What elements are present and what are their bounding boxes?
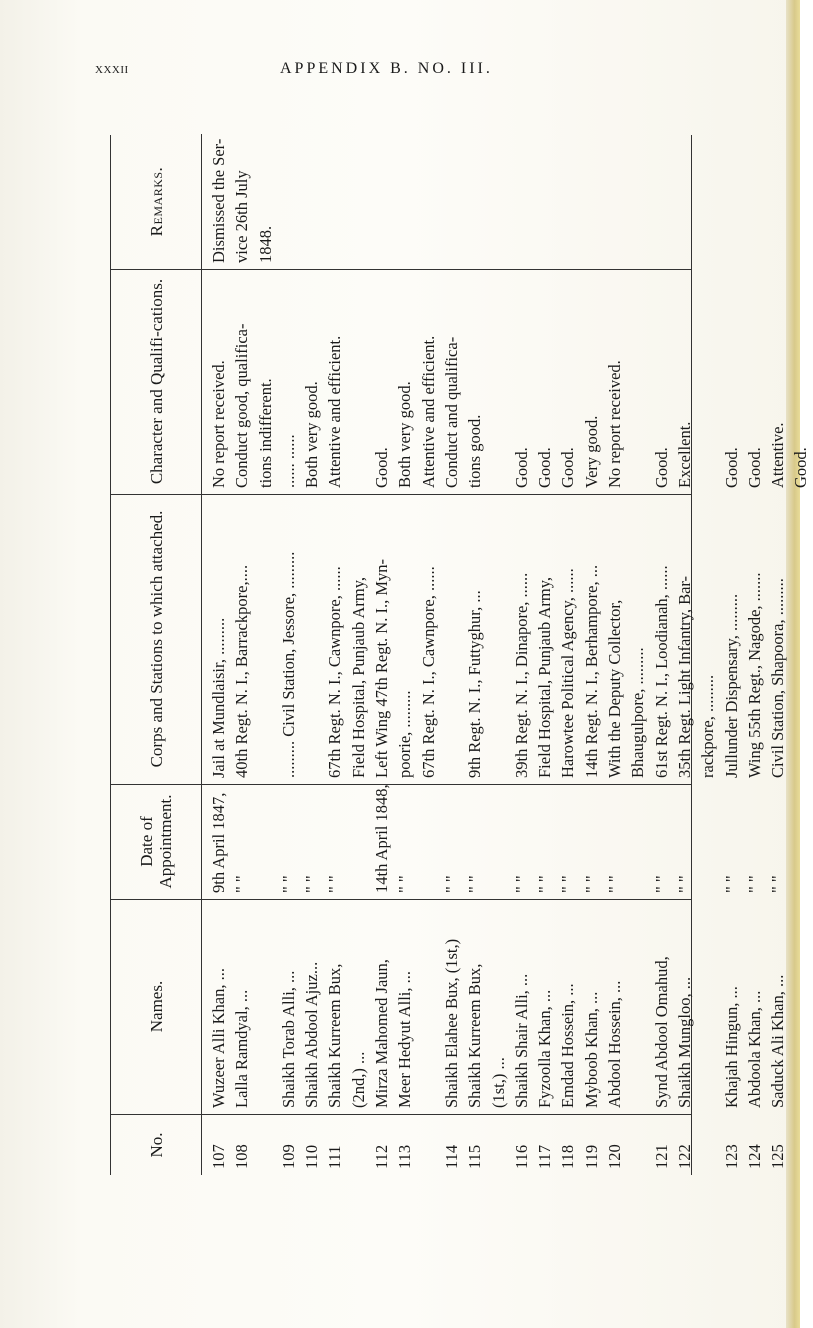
row-date: " ": [325, 875, 345, 893]
row-remarks: [696, 138, 719, 263]
row-corps: Jail at Mundlaisir, .........: [209, 617, 228, 778]
row-name: Mirza Mahomed Jaun,: [372, 959, 392, 1108]
row-character: Both very good.: [302, 381, 322, 488]
row-remarks: [323, 138, 346, 263]
row-number: 113: [395, 1144, 415, 1169]
row-name: [696, 903, 719, 1108]
row-name: Shaikh Shair Alli, ...: [511, 973, 531, 1108]
row-date: " ": [465, 875, 485, 893]
row-date: " ": [721, 875, 741, 893]
row-corps: Field Hospital, Punjaub Army,: [535, 576, 555, 778]
row-name: Shaikh Abdool Ajuz...: [302, 961, 322, 1108]
row-remarks: [463, 138, 486, 263]
row-number: 121: [651, 1144, 671, 1169]
row-corps: Civil Station, Shapoora, .........: [768, 578, 788, 778]
row-date: " ": [651, 875, 671, 893]
row-number: [626, 1119, 649, 1169]
row-name: Meer Hedyut Alli, ...: [395, 970, 415, 1108]
column-body-names: [207, 903, 813, 1108]
row-name: Emdad Hossein, ...: [558, 983, 578, 1108]
row-character: Conduct and qualifica-: [441, 336, 461, 488]
row-corps: poorie, .........: [395, 690, 415, 778]
row-date: " ": [278, 875, 298, 893]
row-character: Attentive and efficient.: [325, 335, 345, 488]
row-remarks: [277, 138, 300, 263]
row-character: Good.: [721, 447, 741, 488]
row-date: [789, 788, 812, 893]
row-character: [626, 273, 649, 488]
row-number: 122: [674, 1144, 694, 1169]
appendix-title: APPENDIX B. NO. III.: [280, 60, 493, 77]
row-number: 123: [721, 1144, 741, 1169]
row-number: 107: [209, 1144, 228, 1169]
row-remarks: [487, 138, 510, 263]
row-number: 120: [605, 1144, 625, 1169]
row-remarks: [720, 138, 743, 263]
row-remarks: [650, 138, 673, 263]
row-character: No report received.: [209, 360, 228, 488]
row-date: [626, 788, 649, 893]
row-corps: Jullunder Dispensary, .........: [721, 593, 741, 778]
row-name: [789, 903, 812, 1108]
row-corps: Harowtee Political Agency, ......: [558, 568, 578, 778]
row-character: Very good.: [581, 415, 601, 488]
column-names: [111, 899, 788, 1115]
row-corps: 67th Regt. N. I., Cawnpore, ......: [418, 566, 438, 778]
row-remarks: [556, 138, 579, 263]
row-character: Good.: [558, 447, 578, 488]
row-number: [789, 1119, 812, 1169]
row-corps: rackpore, .........: [698, 674, 718, 778]
row-character: [696, 273, 719, 488]
row-date: " ": [302, 875, 322, 893]
row-remarks: [393, 138, 416, 263]
row-date: [347, 788, 370, 893]
row-corps: [440, 498, 463, 778]
row-remarks: [300, 138, 323, 263]
row-number: 118: [558, 1144, 578, 1169]
row-number: 124: [744, 1144, 764, 1169]
row-character: [347, 273, 370, 488]
row-name: Shaikh Elahee Bux, (1st,): [441, 938, 461, 1108]
row-character: Both very good.: [395, 381, 415, 488]
row-date: [417, 788, 440, 893]
row-corps: Wing 55th Regt., Nagode, .......: [744, 572, 764, 778]
row-date: " ": [768, 875, 788, 893]
row-date: " ": [581, 875, 601, 893]
row-corps: [300, 498, 323, 778]
appointments-table: [110, 135, 811, 1175]
row-corps: Left Wing 47th Regt. N. I., Myn-: [372, 558, 392, 778]
row-character: Conduct good, qualifica-: [232, 323, 252, 488]
row-corps: 9th Regt. N. I., Futtyghur, ...: [465, 590, 485, 778]
row-name: [417, 903, 440, 1108]
row-remarks: [766, 138, 789, 263]
row-name: Lalla Ramdyal, ...: [232, 989, 252, 1108]
column-header-date: Date of Appointment.: [111, 784, 202, 899]
row-remarks: [533, 138, 556, 263]
row-corps: Field Hospital, Punjaub Army,: [348, 576, 368, 778]
row-number: 116: [511, 1144, 531, 1169]
column-remarks: [111, 134, 691, 270]
row-number: 108: [232, 1144, 252, 1169]
row-date: " ": [441, 875, 461, 893]
row-name: Shaikh Torab Alli, ...: [278, 970, 298, 1108]
row-number: 110: [302, 1144, 322, 1169]
row-remarks: [417, 138, 440, 263]
row-number: 112: [372, 1144, 392, 1169]
column-header-corps: Corps and Stations to which attached.: [111, 494, 202, 784]
row-remarks: [673, 138, 696, 263]
row-character: Good.: [744, 447, 764, 488]
page-number: xxxii: [95, 60, 129, 77]
row-remarks: [510, 138, 533, 263]
row-character: Good.: [651, 447, 671, 488]
row-name: Shaikh Kurreem Bux,: [325, 963, 345, 1108]
row-name: Shaikh Kurreem Bux,: [465, 963, 485, 1108]
row-name: Shaikh Mungloo, ...: [674, 976, 694, 1108]
row-name: Khajah Hingun, ...: [721, 986, 741, 1108]
row-number: [254, 1119, 277, 1169]
row-character: tions good.: [465, 414, 485, 488]
row-date: " ": [535, 875, 555, 893]
row-remarks: [347, 138, 370, 263]
column-body-character: [207, 273, 813, 488]
row-name: Synd Abdool Omahud,: [651, 956, 671, 1108]
column-header-character: Character and Qualifi-cations.: [111, 269, 202, 494]
row-corps: With the Deputy Collector,: [605, 599, 625, 778]
row-corps: 35th Regt. Light Infantry, Bar-: [674, 575, 694, 778]
row-date: " ": [558, 875, 578, 893]
column-no: [111, 1115, 788, 1175]
row-character: Good.: [372, 447, 392, 488]
row-character: No report received.: [605, 360, 625, 488]
row-date: " ": [605, 875, 625, 893]
row-number: [417, 1119, 440, 1169]
row-number: 117: [535, 1144, 555, 1169]
column-body-corps: [207, 498, 813, 778]
row-corps: 67th Regt. N. I., Cawnpore, ......: [325, 566, 345, 778]
row-date: " ": [511, 875, 531, 893]
row-character: Attentive and efficient.: [418, 335, 438, 488]
row-character: Good.: [791, 447, 811, 488]
row-remarks: 1848.: [255, 225, 275, 263]
row-number: 109: [278, 1144, 298, 1169]
row-remarks: [370, 138, 393, 263]
row-remarks: [626, 138, 649, 263]
row-corps: 61st Regt. N. I., Loodianah, ......: [651, 565, 671, 778]
row-remarks: [580, 138, 603, 263]
row-remarks: Dismissed the Ser-: [209, 138, 228, 263]
column-header-remarks: Remarks.: [111, 134, 202, 269]
row-name: [626, 903, 649, 1108]
row-name: Abdool Hossein, ...: [605, 980, 625, 1108]
row-date: " ": [674, 875, 694, 893]
column-body-remarks: [207, 138, 813, 263]
row-number: [347, 1119, 370, 1169]
row-corps: 39th Regt. N. I., Dinapore, ......: [511, 572, 531, 778]
row-name: (2nd,) ...: [348, 1051, 368, 1108]
row-number: 125: [768, 1144, 788, 1169]
column-character: [111, 269, 811, 495]
row-character: ...... ......: [278, 434, 298, 488]
row-remarks: vice 26th July: [232, 170, 252, 263]
row-name: (1st,) ...: [488, 1057, 508, 1108]
table-rotated-content: [111, 135, 811, 1175]
row-name: Wuzeer Alli Khan, ...: [209, 967, 228, 1108]
row-name: Abdoola Khan, ...: [744, 990, 764, 1108]
row-character: Good.: [535, 447, 555, 488]
row-date: [254, 788, 277, 893]
column-header-no: No.: [111, 1115, 202, 1175]
row-date: [487, 788, 510, 893]
row-number: [696, 1119, 719, 1169]
column-body-date: [207, 784, 813, 893]
row-number: 119: [581, 1144, 601, 1169]
row-corps: 40th Regt. N. I., Barrackpore,....: [232, 564, 252, 778]
column-header-names: Names.: [111, 899, 202, 1114]
row-date: " ": [744, 875, 764, 893]
row-corps: [487, 498, 510, 778]
row-date: [696, 788, 719, 893]
row-number: 114: [441, 1144, 461, 1169]
row-corps: [789, 498, 812, 778]
row-name: Fyzoolla Khan, ...: [535, 989, 555, 1108]
row-character: tions indifferent.: [255, 378, 275, 488]
column-date: [111, 784, 788, 900]
row-name: Myboob Khan, ...: [581, 991, 601, 1108]
row-remarks: [440, 138, 463, 263]
column-corps: [111, 494, 788, 785]
row-date: " ": [395, 875, 415, 893]
row-name: [254, 903, 277, 1108]
row-number: 115: [465, 1144, 485, 1169]
row-character: [487, 273, 510, 488]
row-name: Saduck Ali Khan, ...: [768, 974, 788, 1108]
row-number: 111: [325, 1145, 345, 1169]
row-corps: 14th Regt. N. I., Berhampore, ...: [581, 564, 601, 778]
row-date: " ": [232, 875, 252, 893]
row-character: Excellent.: [674, 421, 694, 488]
row-date: 14th April 1848,: [372, 784, 392, 893]
row-character: Good.: [511, 447, 531, 488]
row-corps: ......... Civil Station, Jessore, .........: [278, 551, 298, 778]
column-body-no: [207, 1119, 813, 1169]
row-corps: [254, 498, 277, 778]
row-corps: Bhaugulpore, .........: [628, 647, 648, 778]
row-remarks: [603, 138, 626, 263]
row-character: Attentive.: [768, 422, 788, 488]
row-number: [487, 1119, 510, 1169]
row-remarks: [743, 138, 766, 263]
row-remarks: [789, 138, 812, 263]
row-date: 9th April 1847,: [209, 792, 228, 893]
